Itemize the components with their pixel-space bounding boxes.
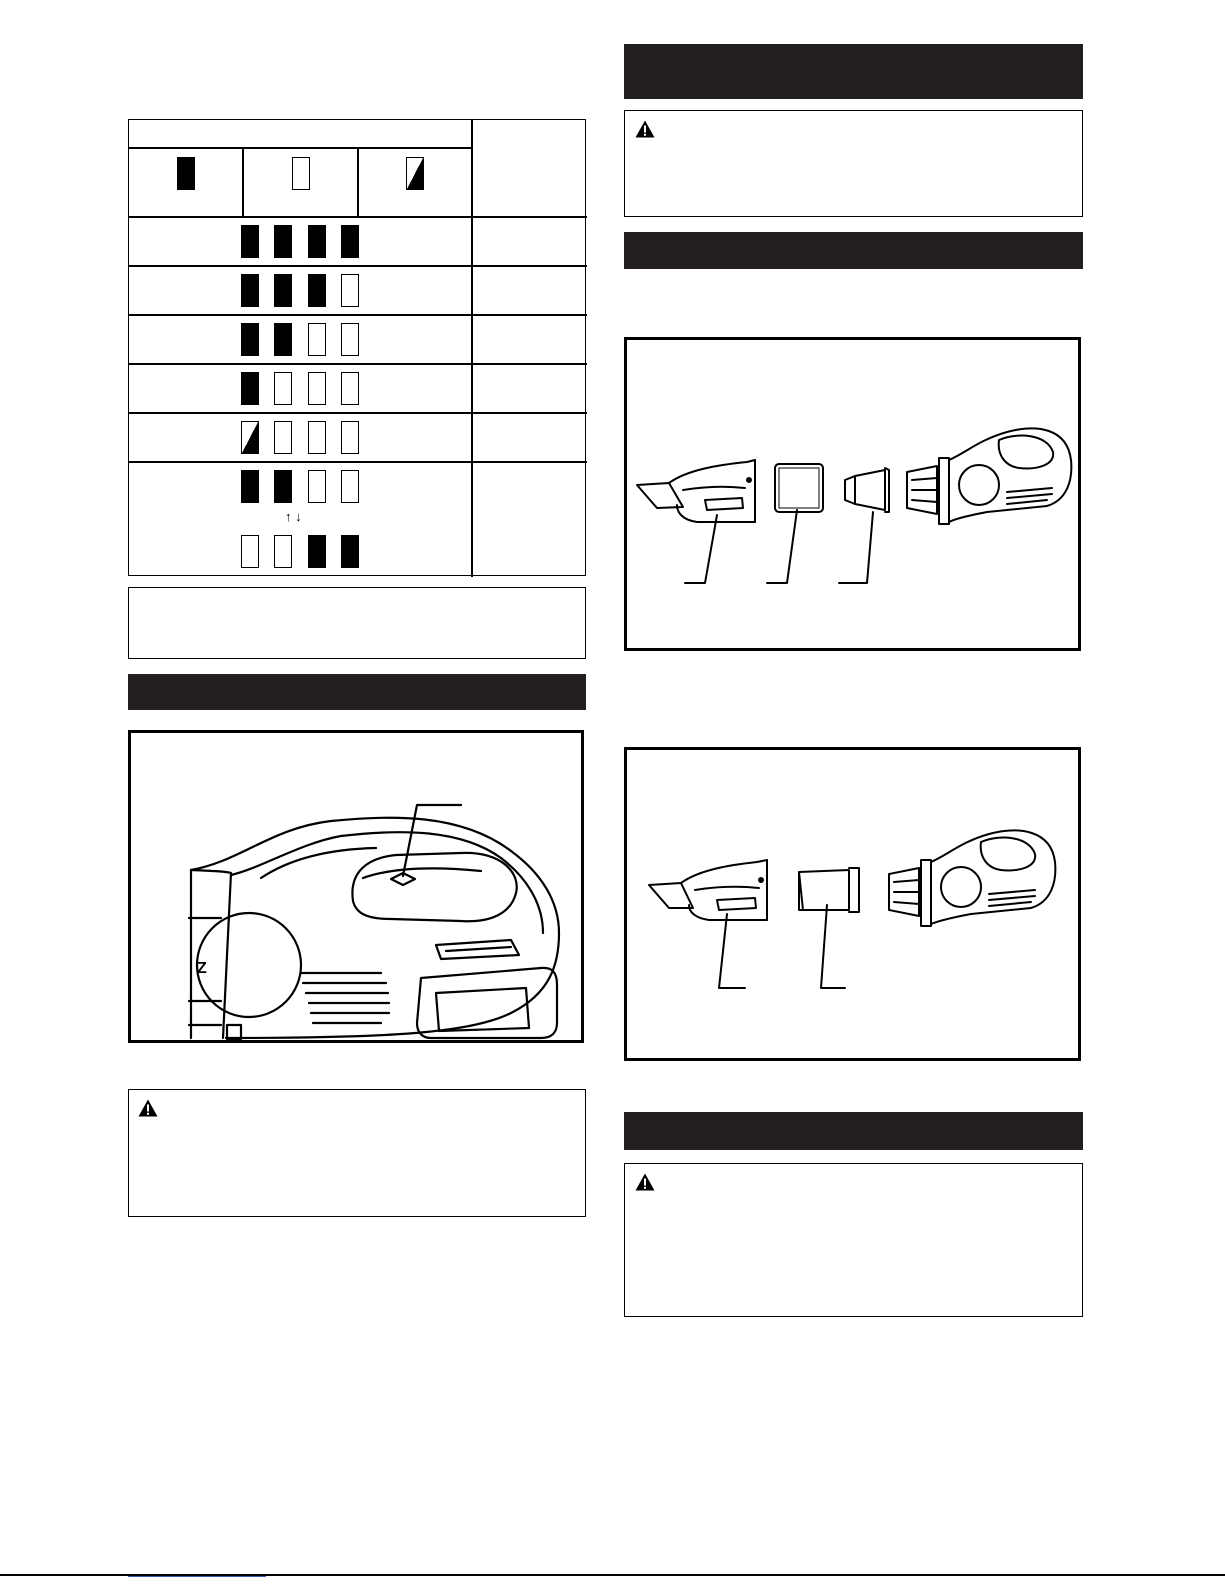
section-heading-bar	[624, 232, 1083, 269]
indicator-lamp-icon	[274, 323, 292, 356]
indicator-lamp-icon	[341, 274, 359, 307]
indicator-lamp-icon	[341, 470, 359, 503]
indicator-lamp-icon	[241, 470, 259, 503]
lamp-blinking-icon	[406, 157, 424, 190]
indicator-lamp-icon	[341, 225, 359, 258]
indicator-lamp-icon	[241, 225, 259, 258]
lamp-off-icon	[292, 157, 310, 190]
filter-icon	[845, 468, 889, 512]
warning-triangle-icon	[138, 1099, 158, 1117]
parts-figure-1	[624, 337, 1081, 651]
note-box	[128, 587, 586, 659]
warning-box	[624, 110, 1083, 217]
indicator-lamp-icon	[274, 470, 292, 503]
nozzle-icon	[637, 460, 755, 522]
nozzle-icon	[649, 860, 767, 920]
section-heading-bar	[624, 1112, 1083, 1150]
section-heading-bar	[128, 674, 586, 710]
parts-figure-2	[624, 747, 1081, 1061]
up-down-arrows-icon: ↑ ↓	[285, 509, 302, 524]
warning-triangle-icon	[635, 1173, 655, 1191]
indicator-lamp-icon	[241, 323, 259, 356]
indicator-lamp-icon	[308, 421, 326, 454]
indicator-lamp-icon	[341, 372, 359, 405]
prefilter-icon	[775, 464, 823, 512]
indicator-lamp-icon	[308, 274, 326, 307]
battery-indicator-table	[128, 119, 586, 576]
indicator-lamp-icon	[241, 535, 259, 568]
indicator-lamp-icon	[308, 372, 326, 405]
indicator-lamp-icon	[241, 274, 259, 307]
warning-box	[624, 1163, 1083, 1317]
indicator-lamp-icon	[274, 225, 292, 258]
svg-text:Z: Z	[197, 960, 207, 977]
filter-icon	[799, 868, 859, 912]
indicator-lamp-icon	[308, 323, 326, 356]
switch-figure	[128, 730, 584, 1043]
indicator-lamp-icon	[274, 421, 292, 454]
warning-box	[128, 1089, 586, 1217]
indicator-lamp-icon	[308, 535, 326, 568]
indicator-lamp-icon	[274, 535, 292, 568]
indicator-lamp-icon	[308, 225, 326, 258]
indicator-lamp-icon	[274, 274, 292, 307]
indicator-lamp-icon	[241, 421, 259, 454]
indicator-lamp-icon	[308, 470, 326, 503]
vacuum-cleaner-illustration	[131, 733, 581, 1040]
cleaner-body-icon	[907, 428, 1071, 524]
cleaner-body-icon	[889, 830, 1055, 926]
footer-link-underline[interactable]	[128, 1576, 266, 1577]
warning-triangle-icon	[635, 120, 655, 138]
indicator-lamp-icon	[274, 372, 292, 405]
indicator-lamp-icon	[341, 421, 359, 454]
indicator-lamp-icon	[341, 535, 359, 568]
lamp-on-icon	[177, 157, 195, 190]
indicator-lamp-icon	[241, 372, 259, 405]
section-heading-bar	[624, 44, 1083, 99]
indicator-lamp-icon	[341, 323, 359, 356]
